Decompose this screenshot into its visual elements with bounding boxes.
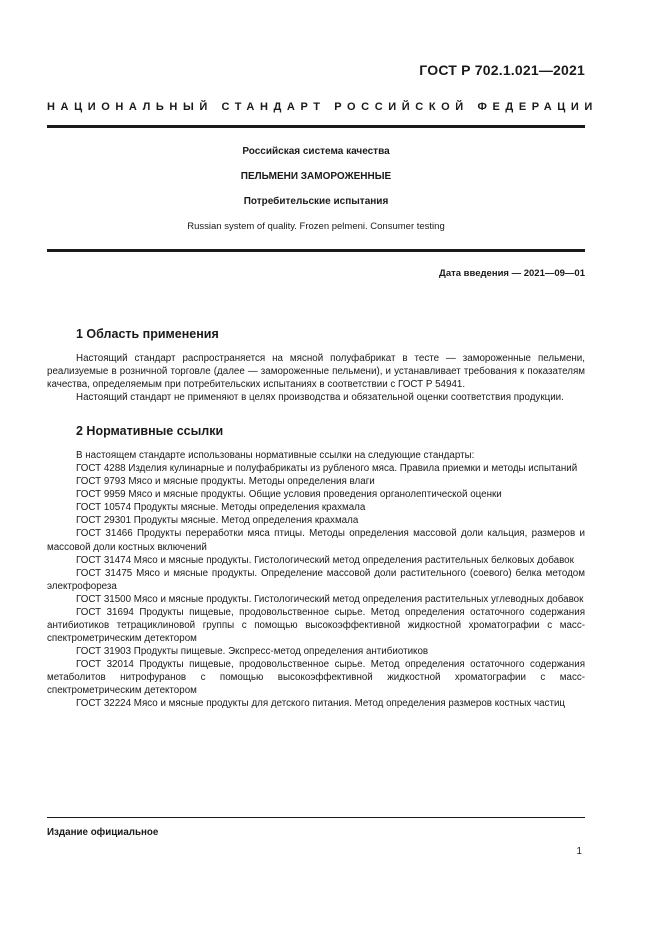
section-1-heading: 1 Область применения [76, 327, 219, 341]
title-bottom-rule [47, 249, 585, 252]
gost-number: ГОСТ Р 702.1.021—2021 [419, 62, 585, 78]
reference-item: ГОСТ 10574 Продукты мясные. Методы определения крахмала [76, 502, 366, 514]
product-title: ПЕЛЬМЕНИ ЗАМОРОЖЕННЫЕ [240, 171, 392, 182]
page-number: 1 [576, 846, 582, 857]
reference-item: ГОСТ 9793 Мясо и мясные продукты. Методы определения влаги [76, 476, 375, 488]
footer-rule [47, 817, 585, 818]
main-content [47, 327, 585, 710]
reference-item: ГОСТ 31500 Мясо и мясные продукты. Гистологический метод определения растительных углеводных добавок [76, 593, 584, 605]
english-title: Russian system of quality. Frozen pelmeni. Consumer testing [187, 221, 445, 232]
reference-item: ГОСТ 31474 Мясо и мясные продукты. Гистологический метод определения растительных белковых добавок [76, 554, 574, 566]
section-2-heading: 2 Нормативные ссылки [76, 424, 224, 439]
reference-item: ГОСТ 31903 Продукты пищевые. Экспресс-метод определения антибиотиков [76, 645, 429, 657]
official-edition-label: Издание официальное [47, 827, 159, 838]
quality-system-title: Российская система качества [242, 146, 390, 157]
reference-item: ГОСТ 29301 Продукты мясные. Метод определения крахмала [76, 515, 359, 527]
reference-item: ГОСТ 4288 Изделия кулинарные и полуфабрикаты из рубленого мяса. Правила приемки и методы испытаний [76, 463, 578, 475]
section-1-paragraph: Настоящий стандарт распространяется на мясной полуфабрикат в тесте — замороженные пельмени, реализуемые в розничной торговле (далее — замороженные пельмени), и устанавливает требования к показателям качества, определяемым при потребительских испытаниях в соответствии с ГОСТ Р 54941. [47, 353, 585, 391]
section-1-paragraph: Настоящий стандарт не применяют в целях производства и обязательной оценки соответствия продукции. [76, 392, 564, 404]
reference-item: ГОСТ 32014 Продукты пищевые, продовольственное сырье. Метод определения остаточного содержания метаболитов нитрофуранов с помощью высокоэффективной жидкостной хроматографии с масс-спектрометрическим детектором [47, 658, 585, 697]
introduction-date: Дата введения — 2021—09—01 [439, 268, 585, 279]
testing-title: Потребительские испытания [243, 196, 389, 207]
national-standard-title: НАЦИОНАЛЬНЫЙ СТАНДАРТ РОССИЙСКОЙ ФЕДЕРАЦИИ [47, 101, 598, 113]
references-intro: В настоящем стандарте использованы нормативные ссылки на следующие стандарты: [76, 450, 475, 462]
reference-item: ГОСТ 32224 Мясо и мясные продукты для детского питания. Метод определения размеров костных частиц [76, 698, 566, 710]
top-rule [47, 125, 585, 128]
reference-item: ГОСТ 31694 Продукты пищевые, продовольственное сырье. Метод определения остаточного содержания антибиотиков тетрациклиновой группы с помощью высокоэффективной жидкостной хроматографии с масс-спектрометрическим детектором [47, 606, 585, 644]
reference-item: ГОСТ 31475 Мясо и мясные продукты. Определение массовой доли растительного (соевого) белка методом электрофореза [47, 567, 585, 592]
reference-item: ГОСТ 9959 Мясо и мясные продукты. Общие условия проведения органолептической оценки [76, 489, 502, 501]
reference-item: ГОСТ 31466 Продукты переработки мяса птицы. Методы определения массовой доли кальция, размеров и массовой доли костных включений [47, 528, 585, 553]
